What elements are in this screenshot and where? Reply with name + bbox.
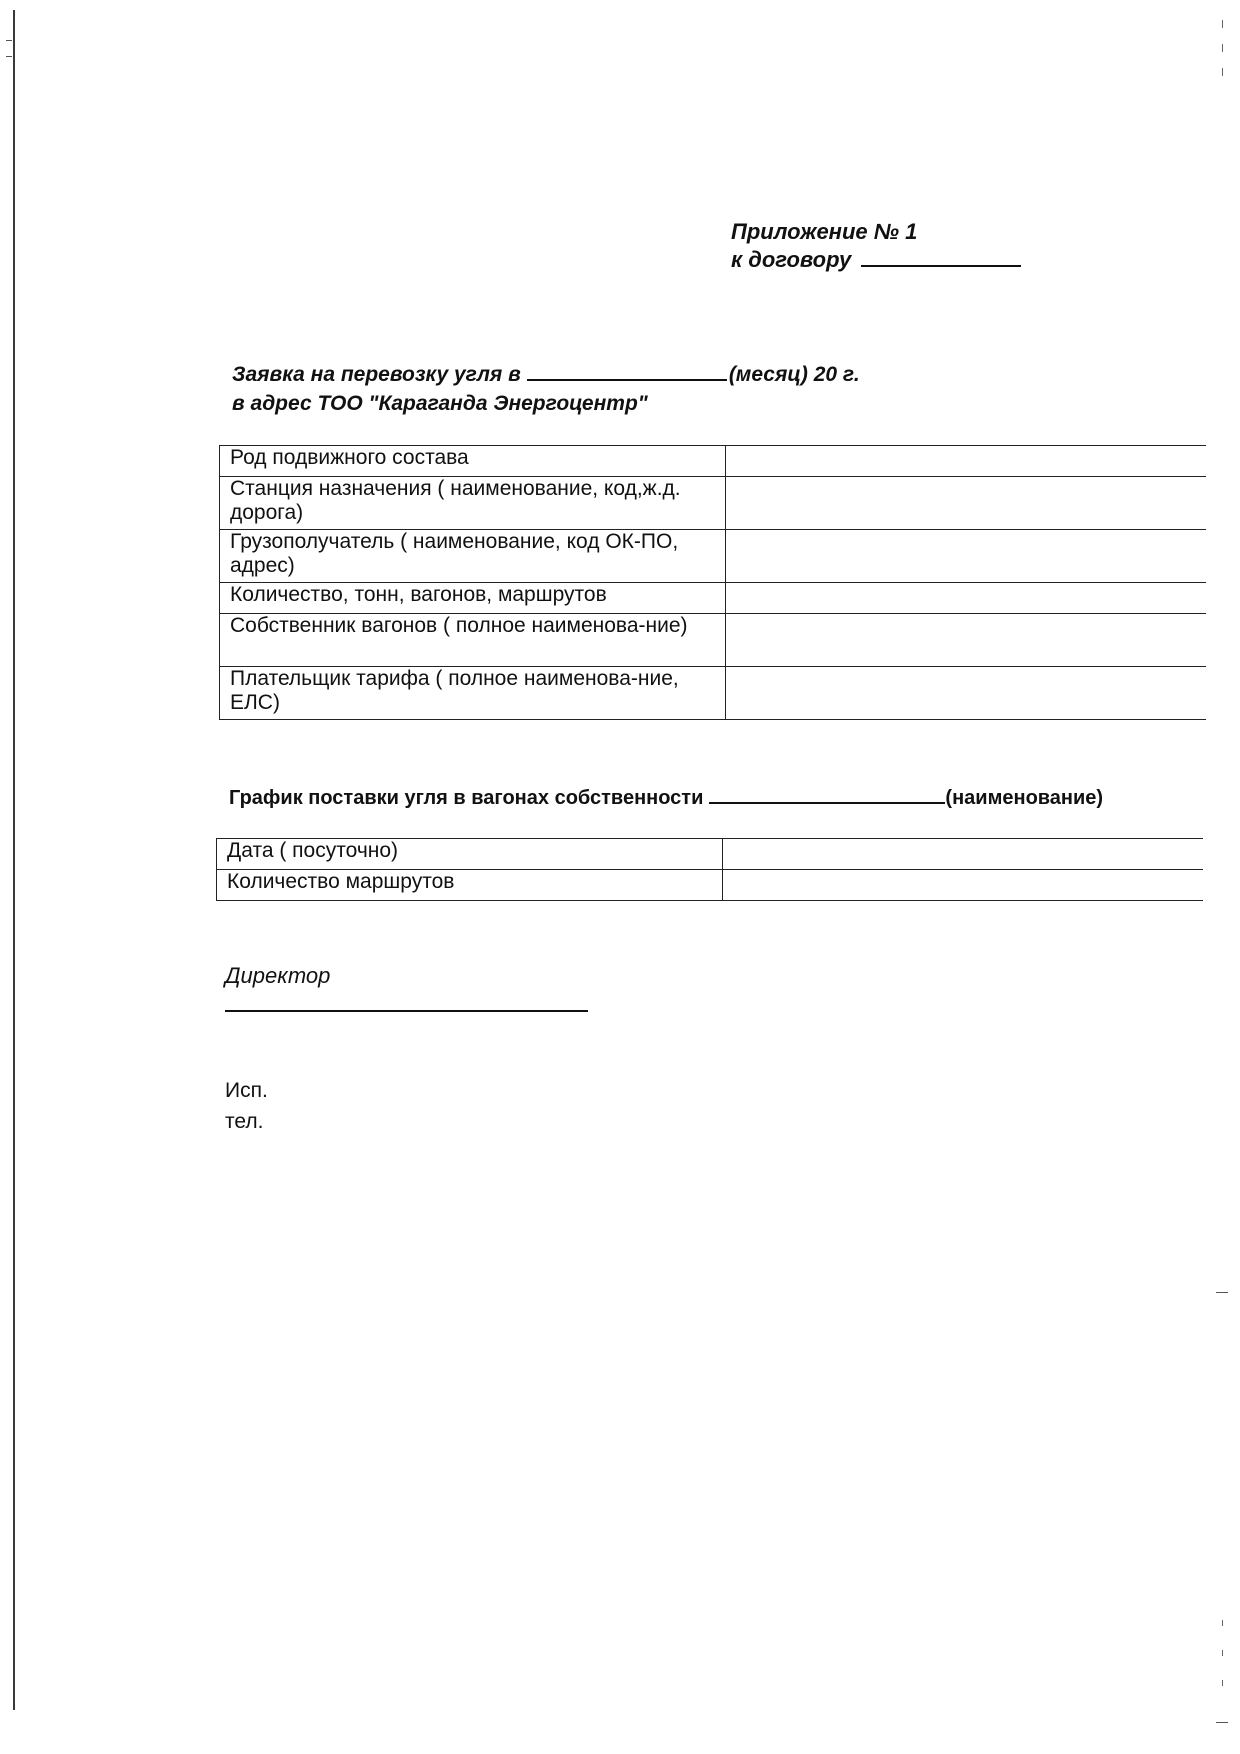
- scan-artifact: [1222, 44, 1223, 52]
- table-row: [217, 839, 1204, 870]
- row-value-field[interactable]: [726, 446, 1207, 477]
- row-label: Собственник вагонов ( полное наименова-ние): [220, 614, 726, 667]
- row-value-field[interactable]: [726, 477, 1207, 530]
- scan-artifact: [1216, 1722, 1228, 1723]
- appendix-contract-line: [731, 246, 1021, 274]
- table-row: [220, 614, 1207, 667]
- row-label: Плательщик тарифа ( полное наименова-ние, ЕЛС): [220, 667, 726, 720]
- row-value-field[interactable]: [723, 870, 1204, 901]
- request-title-line2: в адрес ТОО "Караганда Энергоцентр": [232, 392, 648, 415]
- scan-artifact: [6, 40, 12, 41]
- executor-label: Исп.: [225, 1079, 268, 1102]
- request-details-table: [219, 445, 1206, 720]
- row-value-field[interactable]: [726, 530, 1207, 583]
- row-value-field[interactable]: [726, 614, 1207, 667]
- table-row: [220, 446, 1207, 477]
- month-blank[interactable]: [527, 361, 727, 381]
- scan-artifact: [1216, 1292, 1228, 1293]
- wagon-owner-blank[interactable]: [709, 784, 945, 804]
- scan-artifact: [1222, 68, 1223, 76]
- row-label: Род подвижного состава: [220, 446, 726, 477]
- row-value-field[interactable]: [723, 839, 1204, 870]
- phone-label: тел.: [225, 1110, 264, 1133]
- schedule-title: [229, 784, 1103, 811]
- scan-edge-line: [13, 10, 15, 1710]
- appendix-header: [731, 218, 1021, 274]
- table-row: [217, 870, 1204, 901]
- row-value-field[interactable]: [726, 583, 1207, 614]
- table-row: [220, 530, 1207, 583]
- schedule-title-suffix: (наименование): [945, 787, 1104, 809]
- scan-artifact: [1222, 20, 1223, 28]
- schedule-title-prefix: График поставки угля в вагонах собственности: [229, 787, 704, 809]
- appendix-number: Приложение № 1: [731, 219, 918, 244]
- request-title-suffix: (месяц) 20 г.: [728, 363, 860, 386]
- director-label: Директор: [225, 963, 331, 988]
- scan-artifact: [6, 56, 12, 57]
- row-label: Грузополучатель ( наименование, код ОК-ПО, адрес): [220, 530, 726, 583]
- row-label: Количество, тонн, вагонов, маршрутов: [220, 583, 726, 614]
- row-value-field[interactable]: [726, 667, 1207, 720]
- appendix-contract-label: к договору: [731, 247, 852, 272]
- scan-artifact: [1222, 1680, 1223, 1686]
- table-row: [220, 667, 1207, 720]
- request-title-line1: [232, 360, 860, 389]
- scan-artifact: [1222, 1620, 1223, 1626]
- request-title: [232, 360, 860, 418]
- contract-number-blank[interactable]: [861, 247, 1021, 267]
- row-label: Станция назначения ( наименование, код,ж.д. дорога): [220, 477, 726, 530]
- schedule-table: [216, 838, 1203, 901]
- table-row: [220, 477, 1207, 530]
- signature-line[interactable]: [225, 1010, 588, 1012]
- request-title-prefix: Заявка на перевозку угля в: [232, 363, 521, 386]
- row-label: Количество маршрутов: [217, 870, 723, 901]
- scan-artifact: [1222, 1650, 1223, 1656]
- table-row: [220, 583, 1207, 614]
- row-label: Дата ( посуточно): [217, 839, 723, 870]
